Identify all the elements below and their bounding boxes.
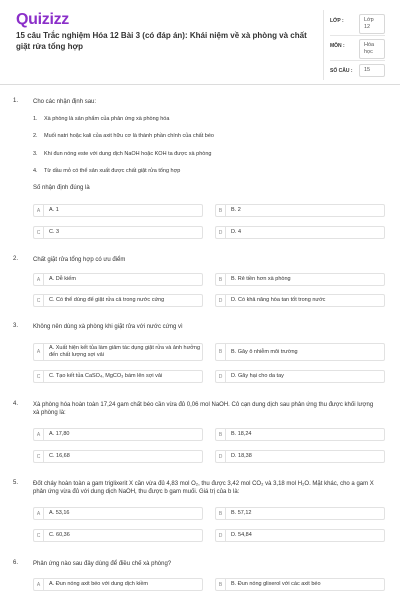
subject-label: MÔN :	[330, 43, 345, 49]
option-letter: C	[34, 371, 44, 382]
answer-option-b[interactable]	[215, 343, 385, 361]
answer-option-d[interactable]	[215, 370, 385, 383]
answer-option-b[interactable]	[215, 578, 385, 591]
option-text: D. 18,38	[231, 453, 252, 459]
answer-option-a[interactable]	[33, 507, 203, 520]
answer-option-b[interactable]	[215, 273, 385, 286]
option-text: A. 17,80	[49, 431, 70, 437]
option-letter: A	[34, 579, 44, 590]
option-letter: B	[216, 579, 226, 590]
question-number: 3.	[13, 323, 19, 329]
answer-option-d[interactable]	[215, 529, 385, 542]
option-text: D. 54,84	[231, 532, 252, 538]
question-number: 6.	[13, 560, 19, 566]
count-label: SỐ CÂU :	[330, 68, 353, 74]
question-text: Cho các nhận định sau:	[33, 99, 97, 105]
header-divider	[0, 84, 400, 85]
option-letter: D	[216, 295, 226, 306]
option-letter: B	[216, 274, 226, 285]
count-value: 15	[359, 64, 385, 77]
option-text: A. 1	[49, 207, 59, 213]
answer-option-a[interactable]	[33, 204, 203, 217]
option-letter: D	[216, 451, 226, 462]
option-letter: D	[216, 371, 226, 382]
option-letter: C	[34, 451, 44, 462]
worksheet-title: 15 câu Trắc nghiệm Hóa 12 Bài 3 (có đáp án): Khái niệm về xà phòng và chất giặt rửa tổng hợp	[16, 31, 307, 51]
option-letter: B	[216, 508, 226, 519]
option-letter: A	[34, 429, 44, 440]
answer-option-b[interactable]	[215, 428, 385, 441]
option-text: C. 3	[49, 229, 60, 235]
option-text: B. 2	[231, 207, 241, 213]
option-text: C. 60,36	[49, 532, 70, 538]
meta-divider	[330, 60, 385, 61]
option-text: D. Gây hại cho da tay	[231, 373, 284, 379]
option-text: A. Dễ kiếm	[49, 276, 76, 282]
question-number: 4.	[13, 401, 19, 407]
option-text: A. Đun nóng axit béo với dung dịch kiềm	[49, 581, 148, 587]
answer-option-c[interactable]	[33, 370, 203, 383]
option-text: B. Đun nóng glixerol với các axit béo	[231, 581, 321, 587]
answer-option-c[interactable]	[33, 294, 203, 307]
answer-option-a[interactable]	[33, 273, 203, 286]
option-letter: C	[34, 295, 44, 306]
question-text: Chất giặt rửa tổng hợp có ưu điểm	[33, 257, 126, 263]
statement-number: 2.	[33, 133, 38, 139]
option-letter: A	[34, 508, 44, 519]
statement-text: Khi đun nóng este với dung dịch NaOH hoặc KOH ta được xà phòng	[44, 151, 212, 157]
question-number: 2.	[13, 256, 19, 262]
quizizz-logo: Quizizz	[16, 11, 70, 28]
option-text: B. Gây ô nhiễm môi trường	[231, 348, 298, 355]
answer-option-d[interactable]	[215, 450, 385, 463]
option-letter: C	[34, 530, 44, 541]
grade-label: LỚP :	[330, 18, 344, 24]
option-text: B. 18,24	[231, 431, 252, 437]
option-letter: B	[216, 344, 226, 360]
question-text: Đốt cháy hoàn toàn a gam triglixerit X cần vừa đủ 4,83 mol O₂, thu được 3,42 mol CO₂ và 3,18 mol H₂O. Mặt khác, cho a gam X phản ứng vừa đủ với dung dịch NaOH, thu được b gam muối. Giá trị của b là:	[33, 481, 374, 495]
option-text: C. Có thể dùng để giặt rửa cả trong nước cứng	[49, 297, 165, 303]
option-text: D. 4	[231, 229, 242, 235]
question-subtext: Số nhận định đúng là	[33, 185, 90, 191]
option-text: C. Tạo kết tủa CaSO₄, MgCO₃ bám lên sợi vải	[49, 373, 163, 379]
answer-option-a[interactable]	[33, 578, 203, 591]
option-letter: B	[216, 429, 226, 440]
option-letter: A	[34, 274, 44, 285]
question-number: 1.	[13, 98, 19, 104]
answer-option-d[interactable]	[215, 294, 385, 307]
meta-divider	[330, 35, 385, 36]
answer-option-b[interactable]	[215, 204, 385, 217]
option-text: B. Rẻ tiền hơn xà phòng	[231, 276, 291, 282]
statement-number: 1.	[33, 116, 38, 122]
question-text: Không nên dùng xà phòng khi giặt rửa với nước cứng vì	[33, 324, 183, 330]
option-letter: A	[34, 205, 44, 216]
question-number: 5.	[13, 480, 19, 486]
option-text: C. 16,68	[49, 453, 70, 459]
statement-number: 4.	[33, 168, 38, 174]
statement-text: Từ dầu mỏ có thể sản xuất được chất giặt rửa tổng hợp	[44, 168, 181, 174]
option-text: A. Xuất hiện kết tủa làm giảm tác dụng giặt rửa và ảnh hưởng đến chất lượng sợi vải	[49, 345, 201, 358]
subject-value: Hóa học	[359, 39, 385, 59]
question-text: Xà phòng hóa hoàn toàn 17,24 gam chất béo cần vừa đủ 0,06 mol NaOH. Cô cạn dung dịch sau phản ứng thu được khối lượng xà phòng là:	[33, 402, 374, 416]
option-letter: B	[216, 205, 226, 216]
option-letter: D	[216, 227, 226, 238]
answer-option-a[interactable]	[33, 428, 203, 441]
option-text: D. Có khả năng hòa tan tốt trong nước	[231, 297, 326, 303]
answer-option-a[interactable]	[33, 343, 203, 361]
header-separator	[323, 10, 324, 80]
statement-number: 3.	[33, 151, 38, 157]
grade-value: Lớp 12	[359, 14, 385, 34]
answer-option-d[interactable]	[215, 226, 385, 239]
answer-option-c[interactable]	[33, 226, 203, 239]
option-letter: D	[216, 530, 226, 541]
answer-option-c[interactable]	[33, 529, 203, 542]
option-letter: A	[34, 344, 44, 360]
option-text: A. 53,16	[49, 510, 70, 516]
option-letter: C	[34, 227, 44, 238]
answer-option-c[interactable]	[33, 450, 203, 463]
question-text: Phản ứng nào sau đây dùng để điều chế xà phòng?	[33, 561, 172, 567]
statement-text: Xà phòng là sản phẩm của phản ứng xà phòng hóa	[44, 116, 170, 122]
option-text: B. 57,12	[231, 510, 252, 516]
statement-text: Muối natri hoặc kali của axit hữu cơ là thành phần chính của chất béo	[44, 133, 214, 139]
answer-option-b[interactable]	[215, 507, 385, 520]
